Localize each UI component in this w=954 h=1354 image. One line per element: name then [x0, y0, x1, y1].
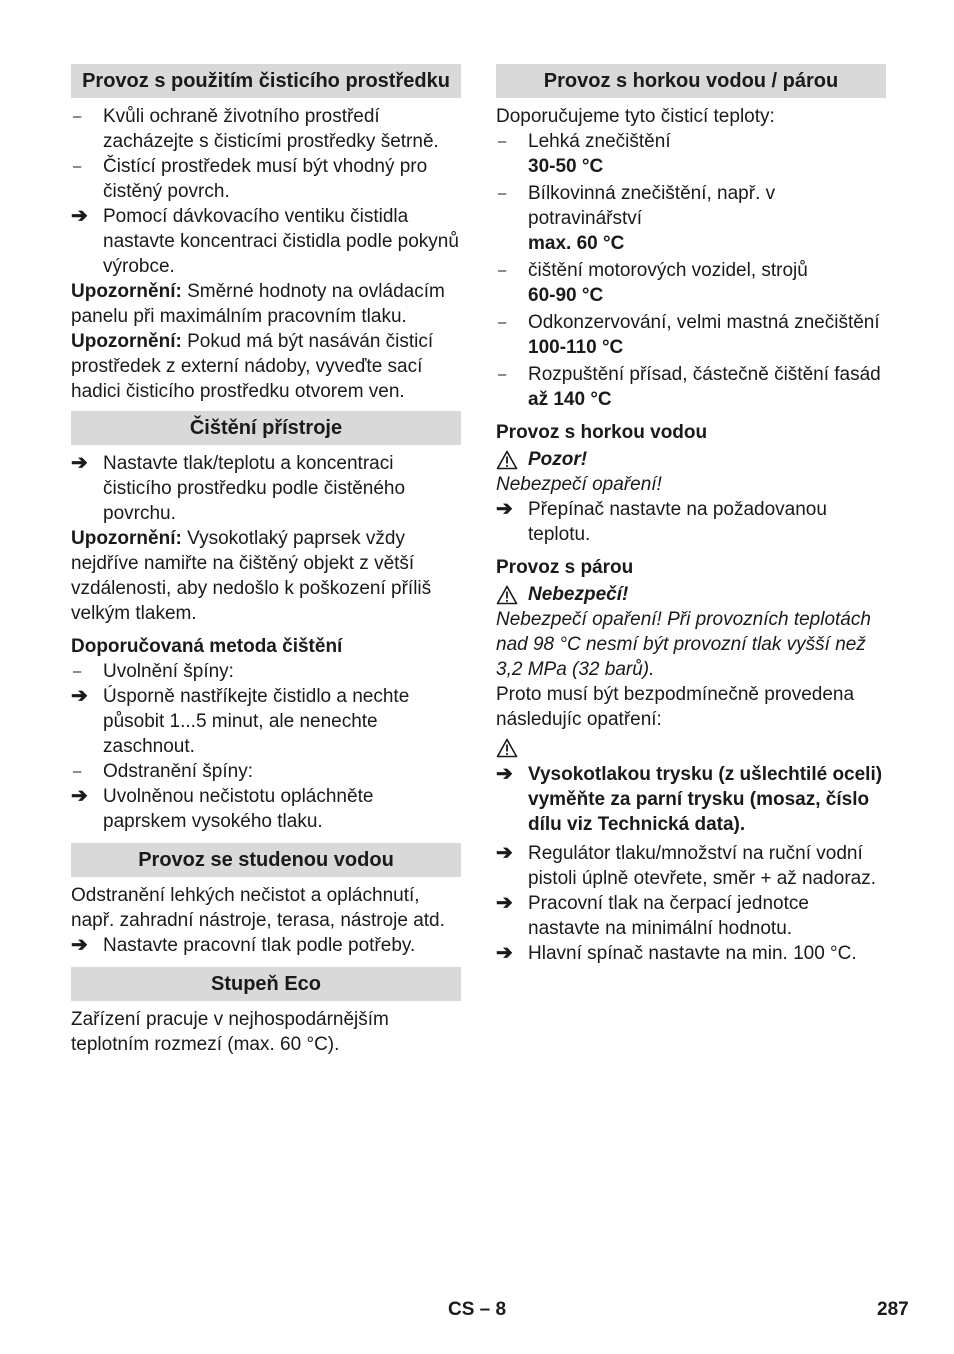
arrow-right-icon: ➔ — [496, 892, 513, 914]
arrow-right-icon: ➔ — [496, 842, 513, 864]
instruction-item: ➔ Regulátor tlaku/množství na ruční vodní pistoli úplně otevřete, směr + až nadoraz. — [496, 842, 876, 889]
arrow-right-icon: ➔ — [71, 205, 88, 227]
list-item: – Bílkovinná znečištění, např. v potravinářství — [498, 183, 776, 229]
list-item: – Lehká znečištění — [498, 131, 671, 152]
arrow-right-icon: ➔ — [71, 785, 88, 807]
list-item: – Odkonzervování, velmi mastná znečištění — [498, 312, 880, 333]
dash-icon: – — [73, 763, 82, 780]
paragraph: Doporučujeme tyto čisticí teploty: — [496, 106, 775, 127]
note: Upozornění: Směrné hodnoty na ovládacím panelu při maximálním pracovním tlaku. — [71, 281, 445, 327]
list-item: – Kvůli ochraně životního prostředí zacházejte s čisticími prostředky šetrně. — [73, 106, 439, 152]
list-item: – čištění motorových vozidel, strojů — [498, 260, 808, 281]
instruction-item: ➔ Pomocí dávkovacího ventiku čistidla nastavte koncentraci čistidla podle pokynů výrobce. — [71, 205, 459, 277]
section-heading-detergent: Provoz s použitím čisticího prostředku — [71, 64, 461, 98]
arrow-right-icon: ➔ — [71, 934, 88, 956]
instruction-item: ➔ Pracovní tlak na čerpací jednotce nastavte na minimální hodnotu. — [496, 892, 809, 939]
right-column — [496, 64, 886, 966]
temperature-value: max. 60 °C — [528, 233, 625, 254]
page-number: 287 — [877, 1299, 909, 1320]
dash-icon: – — [73, 158, 82, 175]
left-column — [71, 64, 461, 1057]
temperature-value: až 140 °C — [528, 389, 612, 410]
dash-icon: – — [498, 314, 507, 331]
list-item: – Rozpuštění přísad, částečně čištění fasád — [498, 364, 881, 385]
warning-triangle-icon — [496, 738, 518, 758]
instruction-item: ➔ Nastavte tlak/teplotu a koncentraci čisticího prostředku podle čistěného povrchu. — [71, 452, 406, 524]
subheading-steam: Provoz s párou — [496, 557, 634, 578]
dash-icon: – — [73, 108, 82, 125]
instruction-item: ➔ Úsporně nastříkejte čistidlo a nechte působit 1...5 minut, ale nenechte zaschnout. — [71, 685, 410, 757]
instruction-item: ➔ Vysokotlakou trysku (z ušlechtilé oceli) vyměňte za parní trysku (mosaz, číslo dílu viz Technická data). — [496, 763, 883, 835]
instruction-item: ➔ Přepínač nastavte na požadovanou teplotu. — [496, 498, 827, 545]
dash-icon: – — [498, 262, 507, 279]
arrow-right-icon: ➔ — [71, 452, 88, 474]
list-item: – Odstranění špíny: — [73, 761, 253, 782]
section-heading-cleaning: Čištění přístroje — [71, 411, 461, 445]
dash-icon: – — [498, 366, 507, 383]
footer-section-label: CS – 8 — [448, 1299, 507, 1320]
warning-triangle-icon — [496, 450, 518, 470]
instruction-item: ➔ Hlavní spínač nastavte na min. 100 °C. — [496, 942, 857, 964]
note: Upozornění: Vysokotlaký paprsek vždy nejdříve namiřte na čištěný objekt z větší vzdálenosti, aby nedošlo k poškození příliš velkým tlakem. — [71, 528, 432, 624]
temperature-value: 30-50 °C — [528, 156, 604, 177]
paragraph: Odstranění lehkých nečistot a opláchnutí, např. zahradní nástroje, terasa, nástroje atd. — [71, 885, 445, 931]
subheading-hot-water: Provoz s horkou vodou — [496, 422, 708, 443]
arrow-right-icon: ➔ — [496, 763, 513, 785]
arrow-right-icon: ➔ — [496, 942, 513, 964]
arrow-right-icon: ➔ — [71, 685, 88, 707]
warning-triangle-icon — [496, 585, 518, 605]
instruction-item: ➔ Uvolněnou nečistotu opláchněte paprskem vysokého tlaku. — [71, 785, 374, 832]
arrow-right-icon: ➔ — [496, 498, 513, 520]
warning-standalone — [496, 734, 886, 762]
dash-icon: – — [498, 185, 507, 202]
temperature-value: 60-90 °C — [528, 285, 604, 306]
dash-icon: – — [498, 133, 507, 150]
section-heading-hot-water-steam: Provoz s horkou vodou / párou — [496, 64, 886, 98]
subheading-recommended-method: Doporučovaná metoda čištění — [71, 636, 343, 657]
caution-text: Nebezpečí opaření! — [496, 474, 662, 495]
instruction-item: ➔ Nastavte pracovní tlak podle potřeby. — [71, 934, 416, 956]
paragraph: Zařízení pracuje v nejhospodárnějším teplotním rozmezí (max. 60 °C). — [71, 1009, 389, 1055]
section-heading-cold-water: Provoz se studenou vodou — [71, 843, 461, 877]
list-item: – Uvolnění špíny: — [73, 661, 234, 682]
note: Upozornění: Pokud má být nasáván čisticí prostředek z externí nádoby, vyveďte sací hadici čisticího prostředku otvorem ven. — [71, 331, 434, 402]
dash-icon: – — [73, 663, 82, 680]
caution-line: Pozor! — [496, 447, 886, 472]
danger-text: Nebezpečí opaření! Při provozních teplotách nad 98 °C nesmí být provozní tlak vyšší než 3,2 MPa (32 barů). — [496, 609, 871, 680]
section-heading-eco: Stupeň Eco — [71, 967, 461, 1001]
list-item: – Čistící prostředek musí být vhodný pro čistěný povrch. — [73, 156, 428, 202]
paragraph: Proto musí být bezpodmínečně provedena následujíc opatření: — [496, 684, 855, 730]
temperature-value: 100-110 °C — [528, 337, 624, 358]
danger-line: Nebezpečí! — [496, 582, 886, 607]
